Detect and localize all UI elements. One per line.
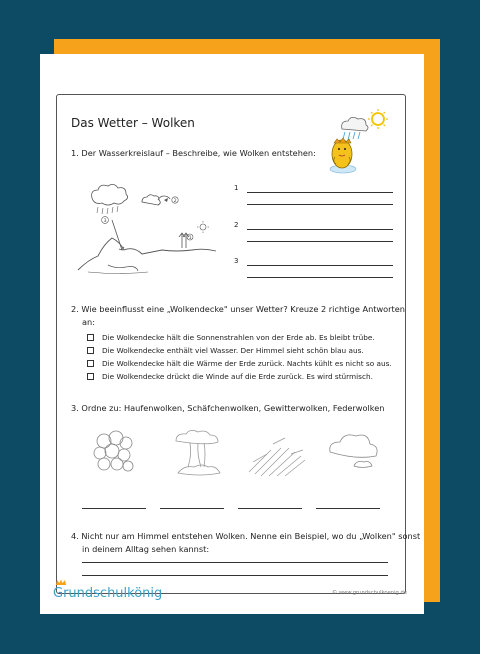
- option-1[interactable]: [87, 333, 375, 342]
- option-4-label: Die Wolkendecke drückt die Winde auf die Erde zurück. Es wird stürmisch.: [102, 372, 373, 381]
- worksheet-title: Das Wetter – Wolken: [71, 116, 195, 130]
- crown-icon: [55, 579, 67, 586]
- copyright-url: © www.grundschulkoenig.de: [332, 590, 407, 596]
- cumulus-puff-cloud-sketch: [326, 430, 381, 480]
- q3-answer-line-2[interactable]: [160, 508, 224, 509]
- question-1: 1. Der Wasserkreislauf – Beschreibe, wie Wolken entstehen:: [71, 148, 316, 158]
- option-3[interactable]: [87, 359, 392, 368]
- checkbox-1[interactable]: [87, 334, 94, 341]
- answer-line-1b[interactable]: [247, 204, 393, 205]
- q3-answer-line-3[interactable]: [238, 508, 302, 509]
- question-4-line-2: in deinem Alltag sehen kannst:: [82, 544, 210, 554]
- answer-line-2b[interactable]: [247, 241, 393, 242]
- answer-number-1: 1: [234, 184, 239, 192]
- answer-number-3: 3: [234, 257, 239, 265]
- checkbox-3[interactable]: [87, 360, 94, 367]
- diagram-number-3: 3: [103, 219, 107, 224]
- option-3-label: Die Wolkendecke hält die Wärme der Erde zurück. Nachts kühlt es nicht so aus.: [102, 359, 392, 368]
- diagram-number-2: 2: [173, 199, 177, 204]
- thunderstorm-cloud-sketch: [168, 429, 228, 484]
- option-2-label: Die Wolkendecke enthält viel Wasser. Der Himmel sieht schön blau aus.: [102, 346, 364, 355]
- checkbox-2[interactable]: [87, 347, 94, 354]
- q4-answer-line-1[interactable]: [82, 562, 388, 563]
- water-cycle-sketch: [78, 180, 218, 280]
- answer-line-2a[interactable]: [247, 229, 393, 230]
- answer-number-2: 2: [234, 221, 239, 229]
- question-4-line-1: 4. Nicht nur am Himmel entstehen Wolken. Nenne ein Beispiel, wo du „Wolken" sonst: [71, 531, 421, 541]
- q3-answer-line-4[interactable]: [316, 508, 380, 509]
- question-2-line-1: 2. Wie beeinflusst eine „Wolkendecke" unser Wetter? Kreuze 2 richtige Antworten: [71, 304, 405, 314]
- worksheet-page: [40, 54, 424, 614]
- answer-line-3b[interactable]: [247, 277, 393, 278]
- cirrus-cloud-sketch: [245, 432, 310, 482]
- answer-line-1a[interactable]: [247, 192, 393, 193]
- q3-answer-line-1[interactable]: [82, 508, 146, 509]
- option-2[interactable]: [87, 346, 364, 355]
- checkbox-4[interactable]: [87, 373, 94, 380]
- option-4[interactable]: [87, 372, 373, 381]
- option-1-label: Die Wolkendecke hält die Sonnenstrahlen von der Erde ab. Es bleibt trübe.: [102, 333, 375, 342]
- q4-answer-line-2[interactable]: [82, 575, 388, 576]
- cumulus-cloud-sketch: [90, 429, 140, 479]
- answer-line-3a[interactable]: [247, 265, 393, 266]
- question-3: 3. Ordne zu: Haufenwolken, Schäfchenwolken, Gewitterwolken, Federwolken: [71, 403, 385, 413]
- grundschulkoenig-logo: Grundschulkönig: [53, 586, 163, 601]
- weather-character-icon: [320, 109, 390, 179]
- diagram-number-1: 1: [188, 236, 192, 241]
- question-2-line-2: an:: [82, 317, 95, 327]
